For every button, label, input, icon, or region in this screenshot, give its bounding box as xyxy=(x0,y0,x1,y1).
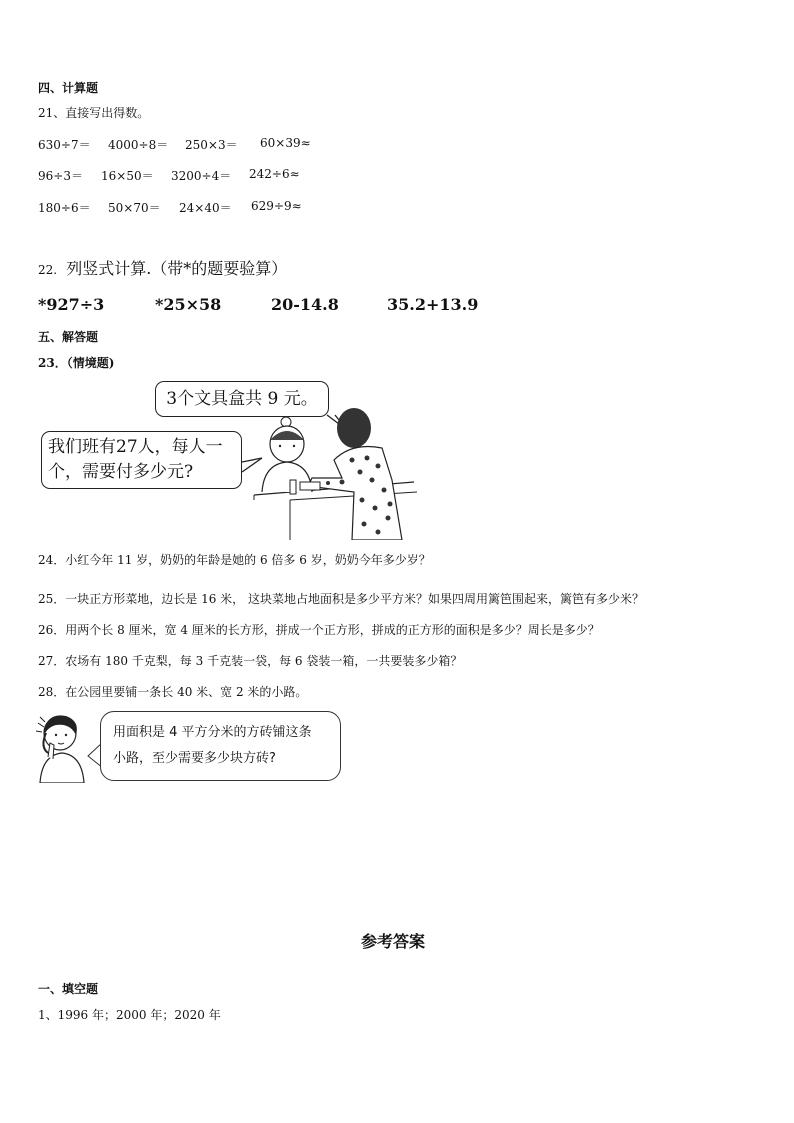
answer-1: 1、1996 年；2000 年；2020 年 xyxy=(38,1008,221,1022)
speech-text: 用面积是 4 平方分米的方砖铺这条 xyxy=(113,725,312,740)
calc-item: 180÷6＝ xyxy=(38,201,91,215)
calc-item: 629÷9≈ xyxy=(251,199,302,213)
calc-item: 630÷7＝ xyxy=(38,138,91,152)
vertical-calc-item: *927÷3 xyxy=(38,295,105,314)
question-27: 27．农场有 180 千克梨，每 3 千克装一袋，每 6 袋装一箱，一共要装多少箱？ xyxy=(38,654,463,668)
vertical-calc-item: 35.2+13.9 xyxy=(387,295,479,314)
calc-item: 24×40＝ xyxy=(179,201,232,215)
question-24: 24．小红今年 11 岁，奶奶的年龄是她的 6 倍多 6 岁，奶奶今年多少岁？ xyxy=(38,553,431,567)
question-26: 26．用两个长 8 厘米，宽 4 厘米的长方形，拼成一个正方形，拼成的正方形的面积是多少？周长是多少？ xyxy=(38,623,600,637)
calc-item: 50×70＝ xyxy=(108,201,161,215)
speech-bubble xyxy=(100,711,341,781)
question-22-text: 列竖式计算.（带*的题要验算） xyxy=(66,259,288,278)
vertical-calc-item: *25×58 xyxy=(155,295,222,314)
calc-item: 250×3＝ xyxy=(185,138,238,152)
calc-item: 3200÷4＝ xyxy=(171,169,232,183)
section-title: 四、计算题 xyxy=(38,81,99,95)
calc-item: 16×50＝ xyxy=(101,169,154,183)
question-21-label: 21、直接写出得数。 xyxy=(38,106,150,120)
question-28: 28．在公园里要铺一条长 40 米、宽 2 米的小路。 xyxy=(38,685,308,699)
question-22 xyxy=(38,256,287,279)
answers-section-title: 一、填空题 xyxy=(38,982,99,996)
calc-item: 60×39≈ xyxy=(260,136,311,150)
question-25: 25．一块正方形菜地，边长是 16 米， 这块菜地占地面积是多少平方米？如果四周用篱笆围起来，篱笆有多少米？ xyxy=(38,592,644,606)
speech-text: 3个文具盒共 9 元。 xyxy=(166,389,318,409)
calc-item: 96÷3＝ xyxy=(38,169,83,183)
speech-text: 个，需要付多少元? xyxy=(48,462,194,482)
section-title: 五、解答题 xyxy=(38,330,99,344)
shop-scene-illustration xyxy=(242,400,417,540)
calc-item: 242÷6≈ xyxy=(249,167,300,181)
speech-bubble xyxy=(41,431,242,489)
vertical-calc-item: 20-14.8 xyxy=(271,295,339,314)
answers-title: 参考答案 xyxy=(361,932,426,951)
speech-text: 小路，至少需要多少块方砖? xyxy=(113,751,276,766)
calc-item: 4000÷8＝ xyxy=(108,138,169,152)
question-23-label: 23．（情境题) xyxy=(38,356,115,370)
question-number: 22. xyxy=(38,263,58,277)
speech-text: 我们班有27人，每人一 xyxy=(48,437,223,457)
